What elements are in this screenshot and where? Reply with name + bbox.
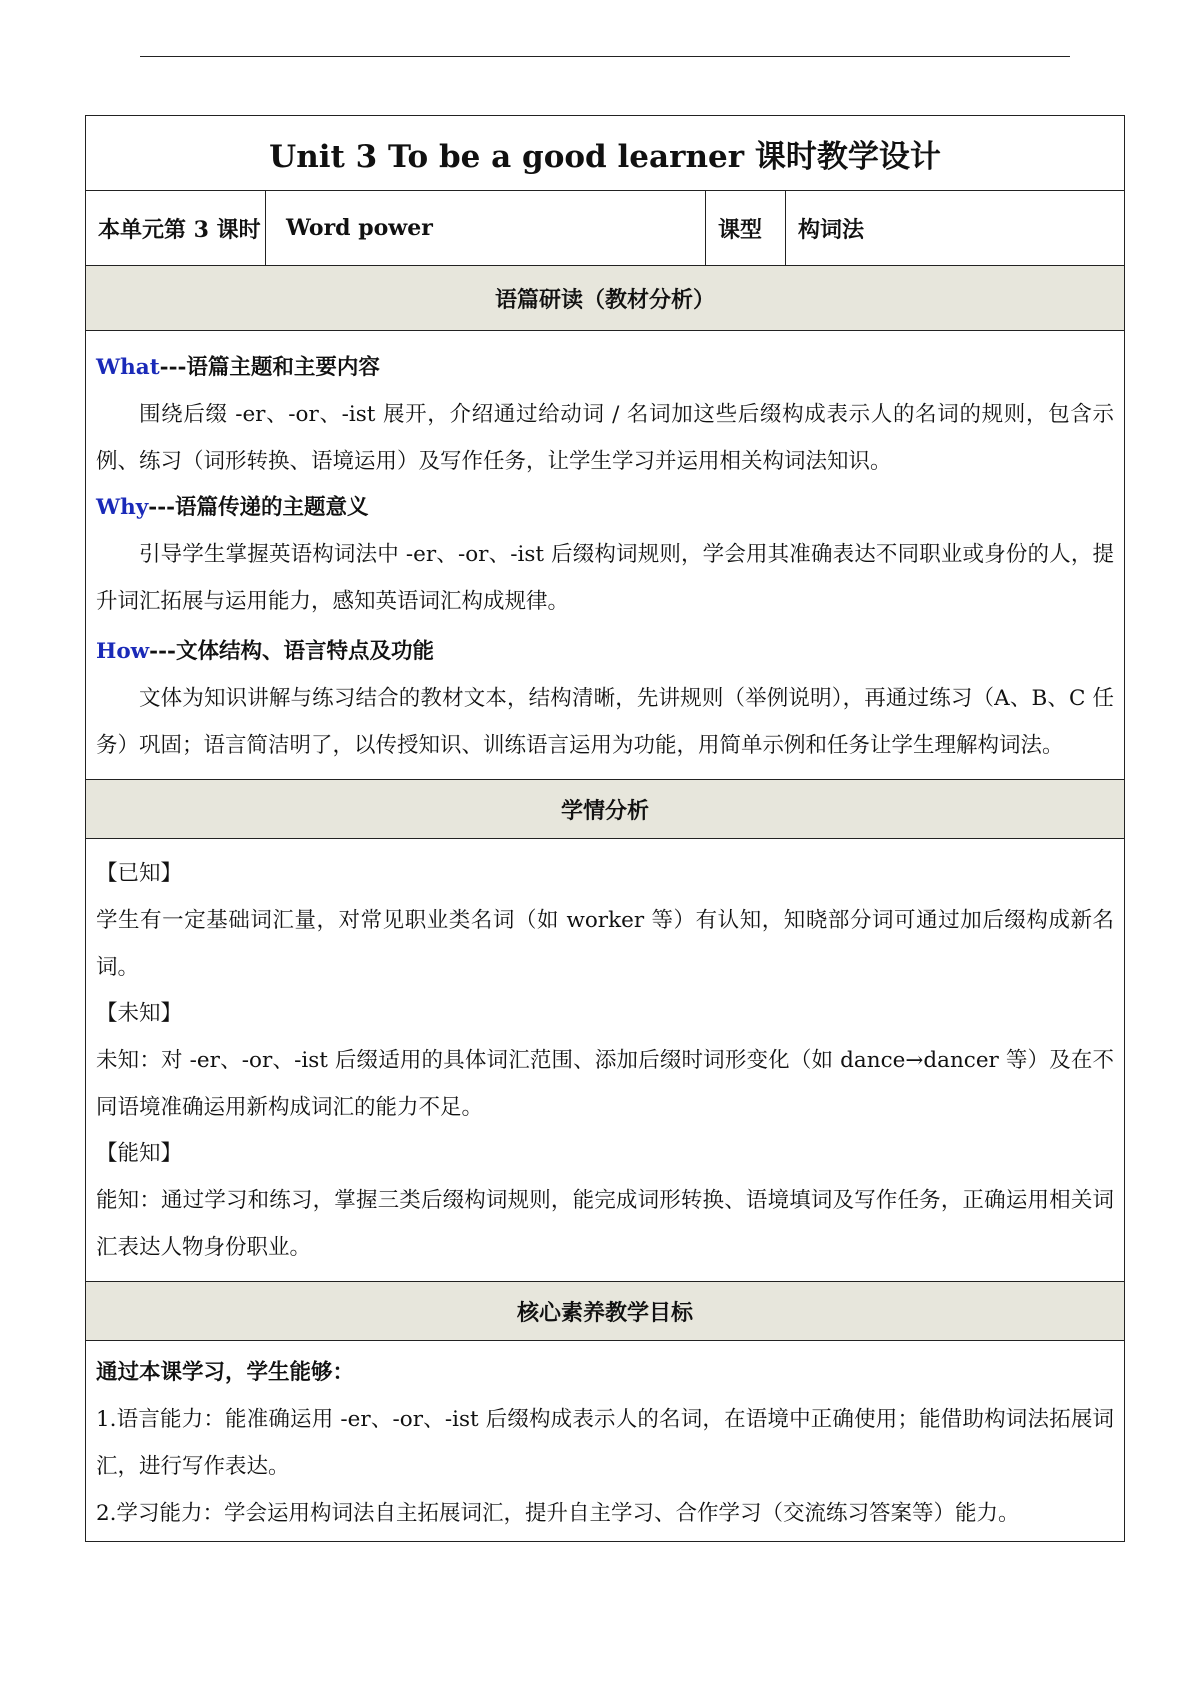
lesson-type-label-cell xyxy=(706,191,786,266)
unknown-paragraph: 未知：对 -er、-or、-ist 后缀适用的具体词汇范围、添加后缀时词形变化（如 dance→dancer 等）及在不同语境准确运用新构成词汇的能力不足。 xyxy=(96,1048,1114,1120)
lesson-number-cell xyxy=(86,191,266,266)
how-paragraph: 文体为知识讲解与练习结合的教材文本，结构清晰，先讲规则（举例说明），再通过练习（A、B、C 任务）巩固；语言简洁明了，以传授知识、训练语言运用为功能，用简单示例和任务让学生理解构词法。 xyxy=(96,686,1114,758)
objective-item-2: 2.学习能力：学会运用构词法自主拓展词汇，提升自主学习、合作学习（交流练习答案等）能力。 xyxy=(96,1501,1020,1526)
lesson-type-value-cell xyxy=(786,191,1125,266)
known-paragraph: 学生有一定基础词汇量，对常见职业类名词（如 worker 等）有认知，知晓部分词可通过加后缀构成新名词。 xyxy=(96,908,1114,980)
objectives-body xyxy=(86,1341,1125,1542)
known-label: 【已知】 xyxy=(96,861,183,886)
section-heading-learner-analysis: 学情分析 xyxy=(86,780,1125,839)
objective-item-1: 1.语言能力：能准确运用 -er、-or、-ist 后缀构成表示人的名词，在语境中正确使用；能借助构词法拓展词汇，进行写作表达。 xyxy=(96,1407,1114,1479)
lesson-name-cell xyxy=(266,191,706,266)
page-header-rule xyxy=(140,56,1070,57)
how-heading: How---文体结构、语言特点及功能 xyxy=(96,639,434,664)
unknown-label: 【未知】 xyxy=(96,1001,183,1026)
what-paragraph: 围绕后缀 -er、-or、-ist 展开，介绍通过给动词 / 名词加这些后缀构成表示人的名词的规则，包含示例、练习（词形转换、语境运用）及写作任务，让学生学习并运用相关构词法知识。 xyxy=(96,402,1114,474)
section-heading-objectives: 核心素养教学目标 xyxy=(86,1282,1125,1341)
learner-analysis-body xyxy=(86,839,1125,1282)
document-title: Unit 3 To be a good learner 课时教学设计 xyxy=(86,116,1125,191)
why-paragraph: 引导学生掌握英语构词法中 -er、-or、-ist 后缀构词规则，学会用其准确表达不同职业或身份的人，提升词汇拓展与运用能力，感知英语词汇构成规律。 xyxy=(96,542,1114,614)
can-paragraph: 能知：通过学习和练习，掌握三类后缀构词规则，能完成词形转换、语境填词及写作任务，正确运用相关词汇表达人物身份职业。 xyxy=(96,1188,1114,1260)
lesson-plan-table xyxy=(85,115,1125,1542)
objectives-intro: 通过本课学习，学生能够： xyxy=(96,1360,355,1385)
section-heading-text-analysis: 语篇研读（教材分析） xyxy=(86,266,1125,331)
why-heading: Why---语篇传递的主题意义 xyxy=(96,495,369,520)
lesson-number: 本单元第 3 课时 xyxy=(98,216,261,243)
lesson-type-value: 构词法 xyxy=(798,216,865,243)
can-label: 【能知】 xyxy=(96,1141,183,1166)
what-heading: What---语篇主题和主要内容 xyxy=(96,355,380,380)
lesson-name: Word power xyxy=(286,215,433,241)
text-analysis-body xyxy=(86,331,1125,780)
lesson-type-label: 课型 xyxy=(718,216,763,243)
